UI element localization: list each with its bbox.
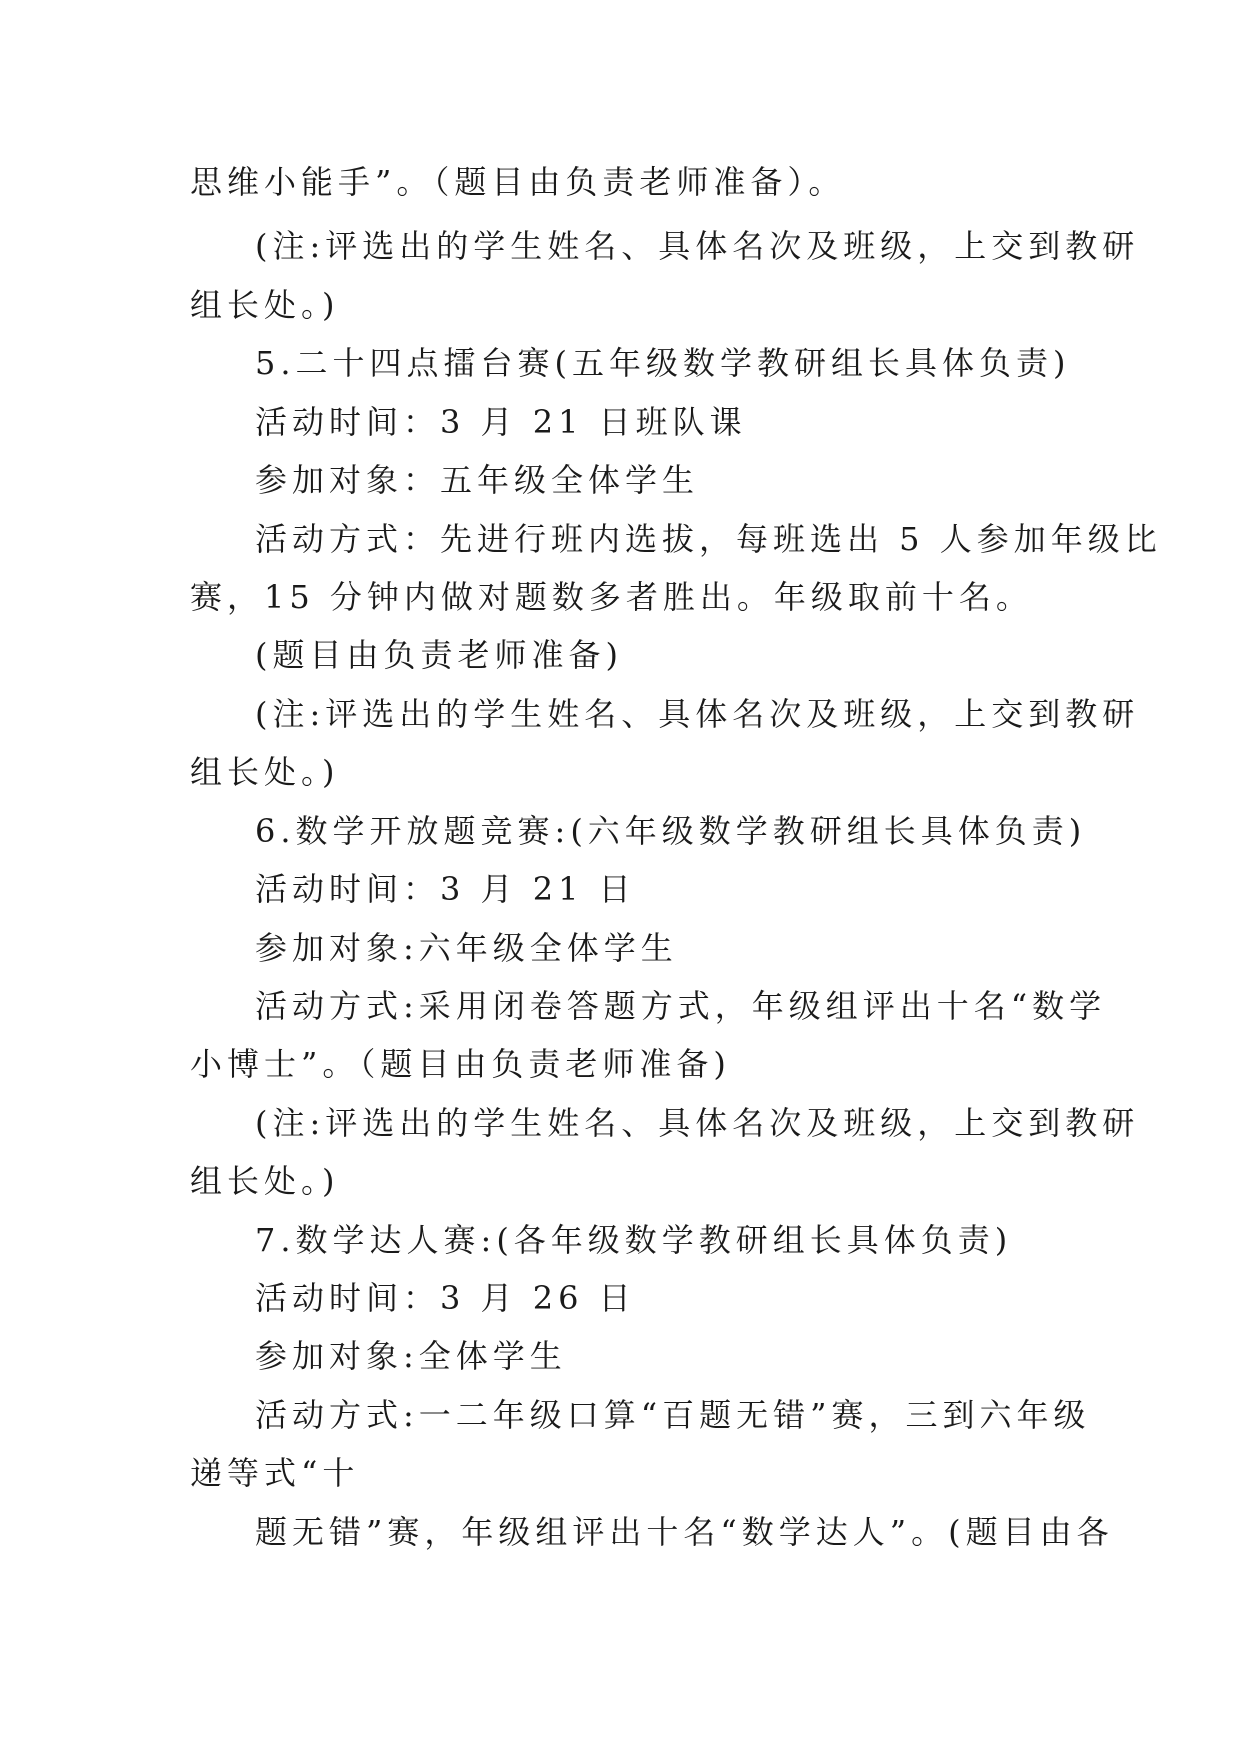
- text-line-3: 组长处。): [190, 286, 340, 324]
- text-line-13: 活动时间：3 月 21 日: [255, 870, 636, 908]
- text-line-22: 活动方式:一二年级口算“百题无错”赛，三到六年级: [255, 1396, 1091, 1434]
- text-line-24: 题无错”赛，年级组评出十名“数学达人”。(题目由各: [255, 1513, 1114, 1551]
- section-heading-7: 7.数学达人赛:(各年级数学教研组长具体负责): [255, 1221, 1013, 1259]
- text-line-17: (注:评选出的学生姓名、具体名次及班级，上交到教研: [255, 1104, 1140, 1142]
- text-line-2: (注:评选出的学生姓名、具体名次及班级，上交到教研: [255, 227, 1140, 265]
- text-line-18: 组长处。): [190, 1162, 340, 1200]
- text-line-9: (题目由负责老师准备): [255, 636, 623, 674]
- text-line-20: 活动时间：3 月 26 日: [255, 1279, 636, 1317]
- text-line-10: (注:评选出的学生姓名、具体名次及班级，上交到教研: [255, 695, 1140, 733]
- section-heading-5: 5.二十四点擂台赛(五年级数学教研组长具体负责): [255, 344, 1071, 382]
- section-heading-6: 6.数学开放题竞赛:(六年级数学教研组长具体负责): [255, 812, 1087, 850]
- text-line-11: 组长处。): [190, 753, 340, 791]
- text-line-21: 参加对象:全体学生: [255, 1337, 567, 1375]
- text-line-8: 赛，15 分钟内做对题数多者胜出。年级取前十名。: [190, 578, 1033, 616]
- text-line-15: 活动方式:采用闭卷答题方式，年级组评出十名“数学: [255, 987, 1107, 1025]
- text-line-14: 参加对象:六年级全体学生: [255, 929, 678, 967]
- text-line-23: 递等式“十: [190, 1454, 360, 1492]
- text-line-7: 活动方式：先进行班内选拔，每班选出 5 人参加年级比: [255, 520, 1162, 558]
- text-line-16: 小博士”。（题目由负责老师准备): [190, 1045, 731, 1083]
- text-line-6: 参加对象：五年级全体学生: [255, 461, 700, 499]
- text-line-5: 活动时间：3 月 21 日班队课: [255, 403, 747, 441]
- text-line-1: 思维小能手”。（题目由负责老师准备）。: [190, 163, 846, 201]
